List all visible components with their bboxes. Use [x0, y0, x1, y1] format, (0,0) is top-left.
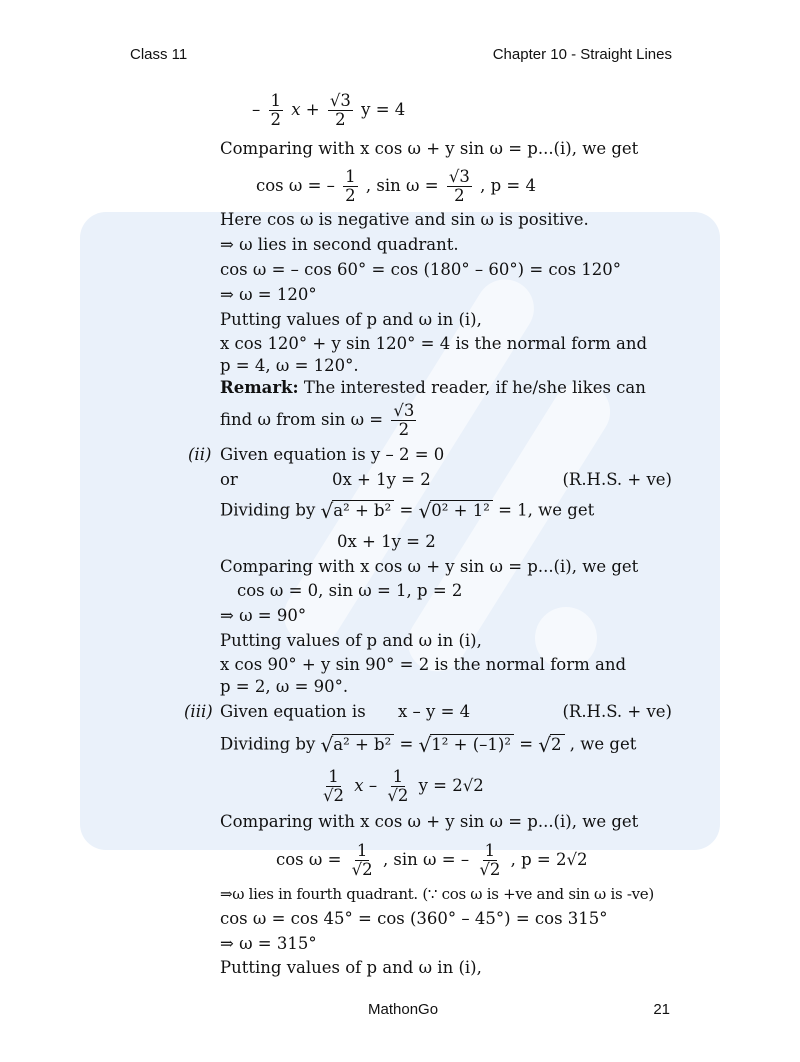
minus-sign: – [252, 100, 261, 119]
iii-line-8: ⇒ ω = 315° [220, 934, 317, 953]
text-line-6: cos ω = – cos 60° = cos (180° – 60°) = cos 120° [220, 260, 622, 279]
ii-line-2-eq: 0x + 1y = 2 [332, 470, 431, 489]
ii-line-2-rhs: (R.H.S. + ve) [562, 470, 672, 489]
remark-line: Remark: The interested reader, if he/she likes can [220, 378, 646, 397]
iii-line-1-eq: x – y = 4 [398, 702, 471, 721]
ii-line-9: x cos 90° + y sin 90° = 2 is the normal form and [220, 655, 627, 674]
fraction: $\frac{1}{2}$ [270, 91, 281, 129]
text-line-2: Comparing with x cos ω + y sin ω = p...(i), we get [220, 139, 639, 158]
header-chapter: Chapter 10 - Straight Lines [492, 46, 672, 63]
ii-line-4: 0x + 1y = 2 [337, 532, 436, 551]
iii-line-4: Comparing with x cos ω + y sin ω = p...(i), we get [220, 812, 639, 831]
remark-label: Remark: [220, 378, 299, 397]
term: y = 4 [361, 100, 406, 119]
iii-line-5: cos ω = $\frac{1}{√2}$ , sin ω = – $\frac{1}{√2}$ , p = 2√2 [276, 841, 588, 879]
ii-line-5: Comparing with x cos ω + y sin ω = p...(i), we get [220, 557, 639, 576]
ii-line-8: Putting values of p and ω in (i), [220, 631, 482, 650]
ii-line-2-or: or [220, 470, 238, 489]
term: x + [291, 100, 320, 119]
iii-line-1: Given equation is [220, 702, 366, 721]
equation-line-3: cos ω = – $\frac{1}{2}$ , sin ω = $\frac{√3}{2}$ , p = 4 [256, 167, 536, 205]
text-line-10: p = 4, ω = 120°. [220, 356, 359, 375]
equation-line-1 [252, 92, 405, 129]
fraction: $\frac{1}{√2}$ [351, 841, 373, 879]
text-line-8: Putting values of p and ω in (i), [220, 310, 482, 329]
text-line-5: ⇒ ω lies in second quadrant. [220, 235, 459, 254]
ii-line-10: p = 2, ω = 90°. [220, 677, 349, 696]
radical: √ a² + b² [321, 734, 395, 756]
fraction: $\frac{√3}{2}$ [393, 401, 415, 439]
ii-line-6: cos ω = 0, sin ω = 1, p = 2 [237, 581, 463, 600]
remark-line-2: find ω from sin ω = $\frac{√3}{2}$ [220, 401, 415, 439]
radical: √ 2 [538, 734, 564, 756]
iii-line-1-rhs: (R.H.S. + ve) [562, 702, 672, 721]
fraction: $\frac{1}{√2}$ [479, 841, 501, 879]
ii-line-3: Dividing by √ a² + b² = √ 0² + 1² = 1, we get [220, 499, 595, 523]
iii-line-6: ⇒ω lies in fourth quadrant. (∵ cos ω is +ve and sin ω is -ve) [220, 885, 654, 903]
text-line-7: ⇒ ω = 120° [220, 285, 317, 304]
iii-line-9: Putting values of p and ω in (i), [220, 958, 482, 977]
ii-line-1: Given equation is y – 2 = 0 [220, 445, 445, 464]
radical: √ 1² + (–1)² [419, 734, 514, 756]
fraction: $\frac{1}{√2}$ [323, 767, 345, 805]
text-line-9: x cos 120° + y sin 120° = 4 is the normal form and [220, 334, 648, 353]
fraction: $\frac{1}{√2}$ [387, 767, 409, 805]
iii-line-3: $\frac{1}{√2}$ x – $\frac{1}{√2}$ y = 2√2 [323, 767, 484, 805]
iii-line-7: cos ω = cos 45° = cos (360° – 45°) = cos 315° [220, 909, 608, 928]
fraction: $\frac{√3}{2}$ [329, 91, 351, 129]
part-label-iii: (iii) [184, 702, 213, 721]
footer-brand: MathonGo [368, 1001, 439, 1018]
part-label-ii: (ii) [188, 445, 212, 464]
ii-line-7: ⇒ ω = 90° [220, 606, 307, 625]
radical: √ a² + b² [321, 500, 395, 522]
fraction: $\frac{1}{2}$ [345, 167, 356, 205]
header-class: Class 11 [130, 46, 188, 63]
fraction: $\frac{√3}{2}$ [448, 167, 470, 205]
footer-page-number: 21 [653, 1001, 670, 1018]
iii-line-2: Dividing by √ a² + b² = √ 1² + (–1)² = √ 2 , we get [220, 733, 637, 757]
text-line-4: Here cos ω is negative and sin ω is positive. [220, 210, 589, 229]
radical: √ 0² + 1² [419, 500, 493, 522]
